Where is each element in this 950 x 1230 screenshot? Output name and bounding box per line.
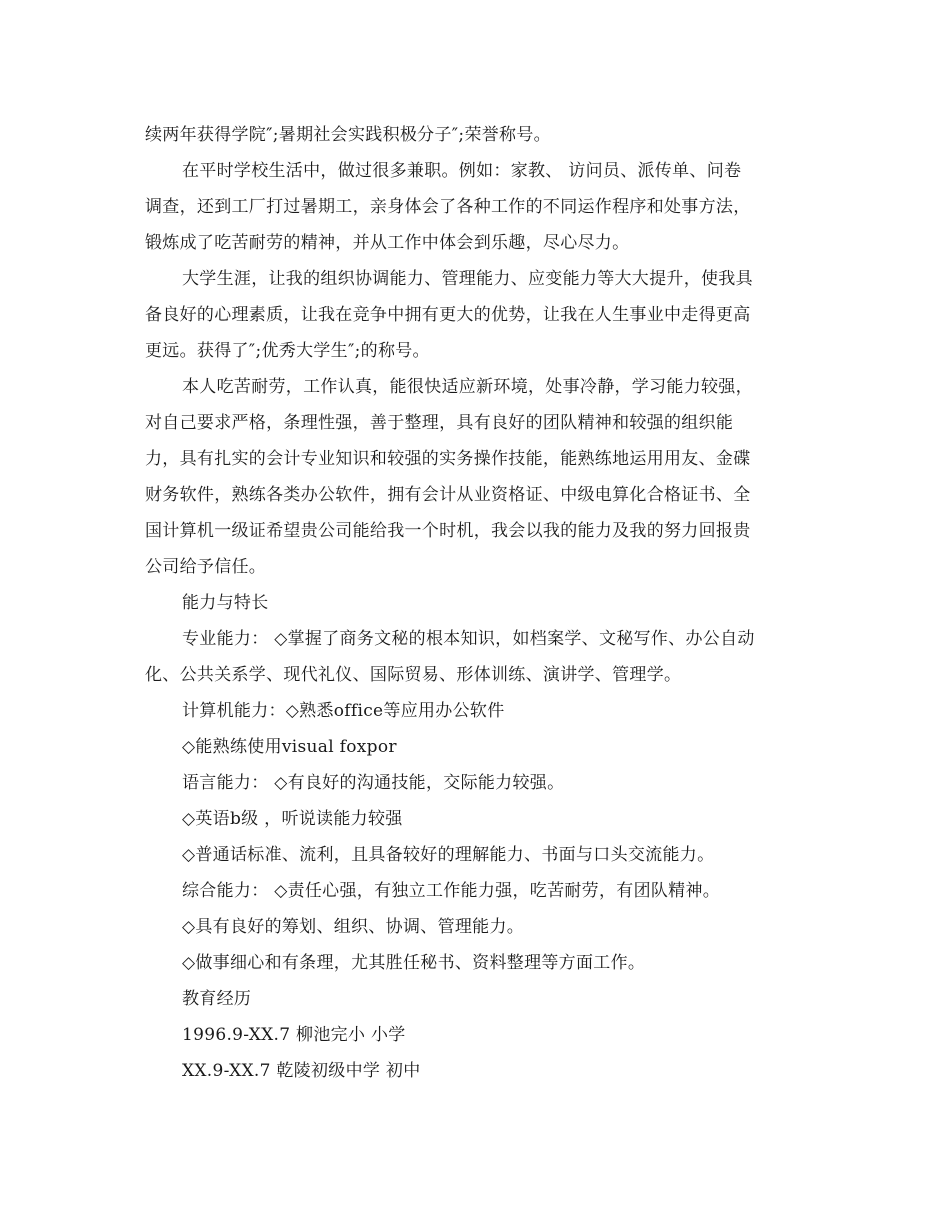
text-line: 备良好的心理素质，让我在竞争中拥有更大的优势，让我在人生事业中走得更高 [145, 305, 751, 325]
text-line: ◇做事细心和有条理，尤其胜任秘书、资料整理等方面工作。 [182, 953, 646, 973]
text-line: 1996.9-XX.7 柳池完小 小学 [182, 1025, 406, 1045]
text-line: 调查，还到工厂打过暑期工，亲身体会了各种工作的不同运作程序和处事方法， [145, 197, 751, 217]
section-heading: 教育经历 [182, 989, 252, 1009]
text-line: 续两年获得学院″;暑期社会实践积极分子″;荣誉称号。 [145, 125, 551, 145]
text-line: 本人吃苦耐劳，工作认真，能很快适应新环境，处事冷静，学习能力较强， [182, 377, 753, 397]
text-line: 公司给予信任。 [145, 557, 267, 577]
text-line: ◇普通话标准、流利，且具备较好的理解能力、书面与口头交流能力。 [182, 845, 715, 865]
section-heading: 能力与特长 [182, 593, 269, 613]
text-line: 国计算机一级证希望贵公司能给我一个时机，我会以我的能力及我的努力回报贵 [145, 521, 751, 541]
text-line: 对自己要求严格，条理性强，善于整理，具有良好的团队精神和较强的组织能 [145, 413, 734, 433]
text-line: 大学生涯，让我的组织协调能力、管理能力、应变能力等大大提升，使我具 [182, 269, 753, 289]
text-line: 化、公共关系学、现代礼仪、国际贸易、形体训练、演讲学、管理学。 [145, 665, 682, 685]
text-line: 专业能力： ◇掌握了商务文秘的根本知识，如档案学、文秘写作、办公自动 [182, 629, 755, 649]
text-line: 更远。获得了″;优秀大学生″;的称号。 [145, 341, 430, 361]
text-line: ◇具有良好的筹划、组织、协调、管理能力。 [182, 917, 525, 937]
text-line: 语言能力： ◇有良好的沟通技能，交际能力较强。 [182, 773, 565, 793]
text-line: 综合能力： ◇责任心强，有独立工作能力强，吃苦耐劳，有团队精神。 [182, 881, 721, 901]
text-line: 财务软件，熟练各类办公软件，拥有会计从业资格证、中级电算化合格证书、全 [145, 485, 751, 505]
text-line: ◇英语b级 ，听说读能力较强 [182, 809, 403, 829]
text-line: 计算机能力：◇熟悉office等应用办公软件 [182, 701, 505, 721]
text-line: XX.9-XX.7 乾陵初级中学 初中 [182, 1061, 421, 1081]
text-line: ◇能熟练使用visual foxpor [182, 737, 397, 757]
text-line: 力，具有扎实的会计专业知识和较强的实务操作技能，能熟练地运用用友、金碟 [145, 449, 751, 469]
text-line: 在平时学校生活中，做过很多兼职。例如：家教、 访问员、派传单、问卷 [182, 161, 742, 181]
document-page [145, 117, 815, 1089]
text-line: 锻炼成了吃苦耐劳的精神，并从工作中体会到乐趣，尽心尽力。 [145, 233, 630, 253]
